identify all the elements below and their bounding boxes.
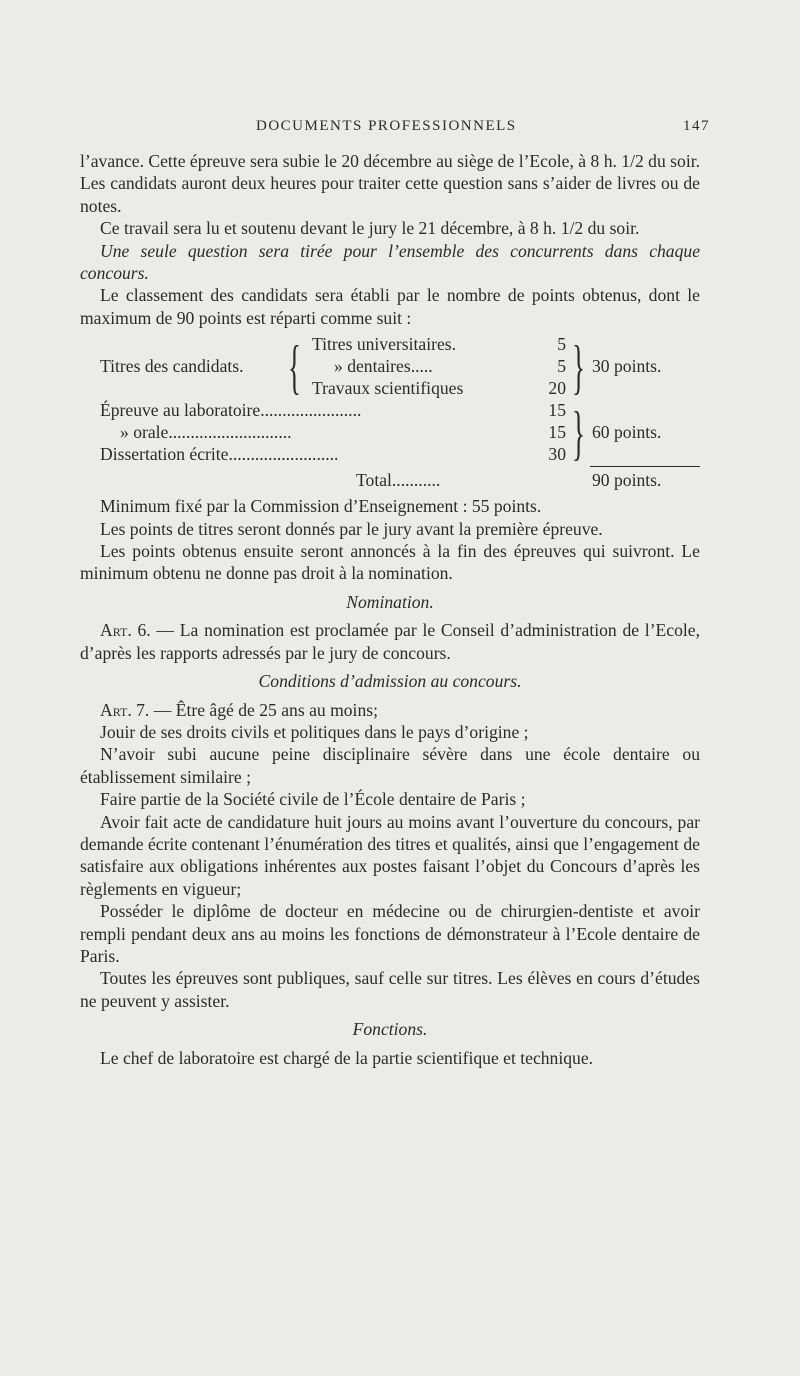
table-row-label: Dissertation écrite......................... [100, 444, 339, 465]
paragraph: Minimum fixé par la Commission d’Enseignement : 55 points. [100, 496, 542, 517]
table-row-value: 20 [548, 378, 566, 399]
table-row-label: Épreuve au laboratoire....................... [100, 400, 362, 421]
total-value: 90 points. [592, 470, 662, 491]
total-label: Total........... [356, 470, 441, 491]
paragraph: Le classement des candidats sera établi par le nombre de points obtenus, dont le maximum de 90 points est réparti comme suit : [80, 285, 700, 328]
total-rule [590, 466, 700, 467]
paragraph: Avoir fait acte de candidature huit jours au moins avant l’ouverture du concours, par demande écrite contenant l’énumération des titres et qualités, ainsi que l’engagement de satisfaire aux obligations inhérentes aux postes faisant l’objet du Concours d’après les règlements en vigueur; [80, 811, 700, 899]
paragraph: Faire partie de la Société civile de l’École dentaire de Paris ; [100, 789, 526, 810]
table-row-label: » dentaires..... [334, 356, 433, 377]
table-row-value: 5 [557, 334, 566, 355]
brace-right: } [572, 400, 585, 467]
page-number: 147 [683, 118, 710, 134]
group-label-titres: Titres des candidats. [100, 356, 244, 377]
points-table [80, 333, 700, 489]
article-text: — Être âgé de 25 ans au moins; [149, 699, 378, 720]
group-total: 30 points. [592, 356, 662, 377]
header-title: DOCUMENTS PROFESSIONNELS [256, 118, 517, 134]
paragraph: Jouir de ses droits civils et politiques dans le pays d’origine ; [100, 721, 529, 742]
table-row-label: Travaux scientifiques [312, 378, 464, 399]
paragraph: N’avoir subi aucune peine disciplinaire sévère dans une école dentaire ou établissement similaire ; [80, 744, 700, 787]
brace-right: } [572, 334, 585, 401]
paragraph: Le chef de laboratoire est chargé de la partie scientifique et technique. [100, 1047, 594, 1068]
section-heading: Conditions d’admission au concours. [258, 671, 522, 692]
table-row-label: » orale............................ [120, 422, 292, 443]
paragraph: Toutes les épreuves sont publiques, sauf celle sur titres. Les élèves en cours d’études ne peuvent y assister. [80, 968, 700, 1011]
article-6 [80, 619, 700, 664]
article-text: — La nomination est proclamée par le Conseil d’administration de l’Ecole, d’après les rapports adressés par le jury de concours. [80, 620, 701, 663]
group-total: 60 points. [592, 422, 662, 443]
paragraph: Ce travail sera lu et soutenu devant le jury le 21 décembre, à 8 h. 1/2 du soir. [100, 218, 640, 239]
section-heading: Nomination. [346, 591, 434, 612]
paragraph: Posséder le diplôme de docteur en médecine ou de chirurgien-dentiste et avoir rempli pendant deux ans au moins les fonctions de démonstrateur à l’Ecole dentaire de Paris. [80, 901, 700, 966]
table-row-value: 15 [548, 400, 566, 421]
paragraph-italic: Une seule question sera tirée pour l’ensemble des concurrents dans chaque concours. [80, 240, 700, 284]
table-row-label: Titres universitaires. [312, 334, 456, 355]
table-row-value: 30 [548, 444, 566, 465]
brace-left: { [288, 334, 301, 401]
paragraph: l’avance. Cette épreuve sera subie le 20 décembre au siège de l’Ecole, à 8 h. 1/2 du soir. Les candidats auront deux heures pour traiter cette question sans s’aider de livres ou de notes. [80, 151, 700, 216]
article-label: Art. 7. [100, 699, 150, 720]
article-label: Art. 6. [100, 620, 151, 641]
page-body [80, 150, 700, 1069]
paragraph: Les points de titres seront donnés par le jury avant la première épreuve. [100, 518, 603, 539]
table-row-value: 5 [557, 356, 566, 377]
paragraph: Les points obtenus ensuite seront annoncés à la fin des épreuves qui suivront. Le minimum obtenu ne donne pas droit à la nomination. [80, 541, 700, 584]
article-7 [80, 699, 700, 721]
table-row-value: 15 [548, 422, 566, 443]
section-heading: Fonctions. [352, 1019, 428, 1040]
